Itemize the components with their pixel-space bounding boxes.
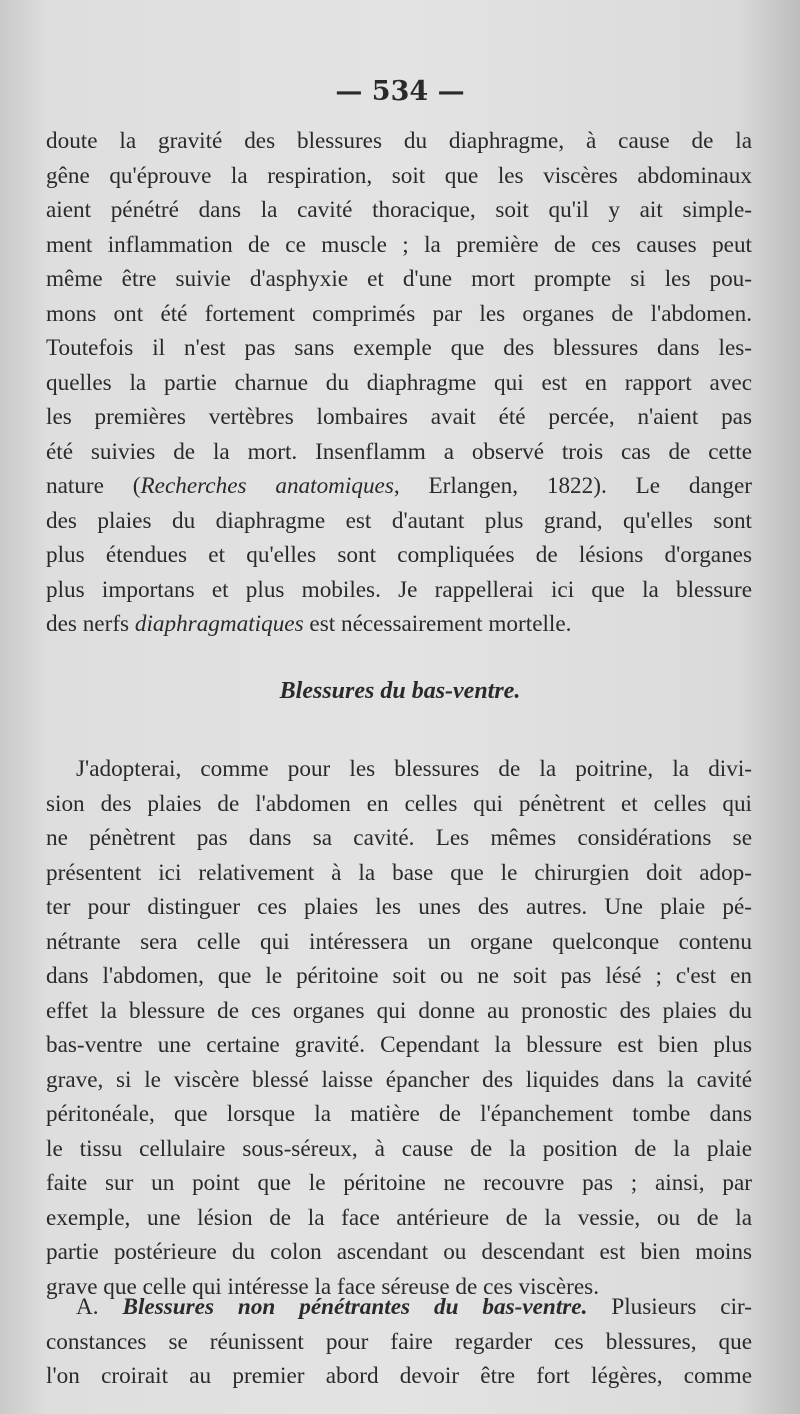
text-line: ne pénètrent pas dans sa cavité. Les mêmes considérations se (46, 825, 752, 851)
text-line: dans l'abdomen, que le péritoine soit ou ne soit pas lésé ; c'est en (46, 963, 752, 989)
text-span: des nerfs (46, 611, 135, 637)
section-label: A. (76, 1294, 99, 1320)
italic-citation: Recherches anatomiques (140, 473, 394, 499)
text-span: est nécessairement mortelle. (303, 611, 572, 637)
text-line: grave que celle qui intéresse la face séreuse de ces viscères. (46, 1273, 599, 1300)
text-line: le tissu cellulaire sous-séreux, à cause de la position de la plaie (46, 1135, 752, 1162)
text-line: grave, si le viscère blessé laisse épancher des liquides dans la cavité (46, 1066, 752, 1093)
text-line: faite sur un point que le péritoine ne recouvre pas ; ainsi, par (46, 1170, 752, 1196)
text-span: Plusieurs cir- (587, 1294, 753, 1320)
text-line: été suivies de la mort. Insenflamm a observé trois cas de cette (46, 438, 752, 465)
page-number: — 534 — (335, 76, 465, 107)
text-line: Toutefois il n'est pas sans exemple que des blessures dans les- (46, 335, 752, 361)
text-line: même être suivie d'asphyxie et d'une mort prompte si les pou- (46, 266, 752, 292)
paragraph-abdomen (46, 752, 752, 1304)
text-line: nétrante sera celle qui intéressera un organe quelconque contenu (46, 928, 752, 955)
text-line: mons ont été fortement comprimés par les organes de l'abdomen. (46, 300, 752, 327)
text-line: ment inflammation de ce muscle ; la première de ces causes peut (46, 231, 752, 258)
text-line: J'adopterai, comme pour les blessures de la poitrine, la divi- (76, 756, 752, 782)
text-span: nature ( (46, 473, 141, 499)
text-line: plus étendues et qu'elles sont compliquées de lésions d'organes (46, 542, 752, 568)
text-line: présentent ici relativement à la base que le chirurgien doit adop- (46, 859, 752, 886)
paragraph-diaphragm (46, 124, 752, 642)
text-line: plus importans et plus mobiles. Je rappellerai ici que la blessure (46, 576, 752, 603)
text-line (46, 1290, 752, 1325)
text-line: gêne qu'éprouve la respiration, soit que les viscères abdominaux (46, 162, 752, 189)
text-line: doute la gravité des blessures du diaphragme, à cause de la (46, 128, 752, 154)
text-line: sion des plaies de l'abdomen en celles qui pénètrent et celles qui (46, 790, 752, 817)
text-line (46, 469, 752, 504)
text-line: aient pénétré dans la cavité thoracique, soit qu'il y ait simple- (46, 197, 752, 223)
paragraph-non-penetrating (46, 1290, 752, 1394)
text-line: bas-ventre une certaine gravité. Cependant la blessure est bien plus (46, 1032, 752, 1058)
text-span: , Erlangen, 1822). Le danger (393, 473, 752, 499)
text-line: l'on croirait au premier abord devoir être fort légères, comme (46, 1363, 752, 1389)
text-line: les premières vertèbres lombaires avait été percée, n'aient pas (46, 404, 752, 430)
text-line (46, 607, 752, 642)
text-line: des plaies du diaphragme est d'autant plus grand, qu'elles sont (46, 507, 752, 534)
text-line: exemple, une lésion de la face antérieure de la vessie, ou de la (46, 1204, 752, 1231)
text-line: ter pour distinguer ces plaies les unes des autres. Une plaie pé- (46, 894, 752, 920)
text-line: effet la blessure de ces organes qui donne au pronostic des plaies du (46, 997, 752, 1024)
section-heading: Blessures du bas-ventre. (279, 678, 521, 704)
text-line: quelles la partie charnue du diaphragme qui est en rapport avec (46, 369, 752, 396)
text-line: constances se réunissent pour faire regarder ces blessures, que (46, 1328, 752, 1355)
text-line: péritonéale, que lorsque la matière de l'épanchement tombe dans (46, 1101, 752, 1127)
text-line: partie postérieure du colon ascendant ou descendant est bien moins (46, 1239, 752, 1265)
italic-subheading: Blessures non pénétrantes du bas-ventre. (122, 1294, 588, 1320)
italic-term: diaphragmatiques (134, 611, 304, 637)
